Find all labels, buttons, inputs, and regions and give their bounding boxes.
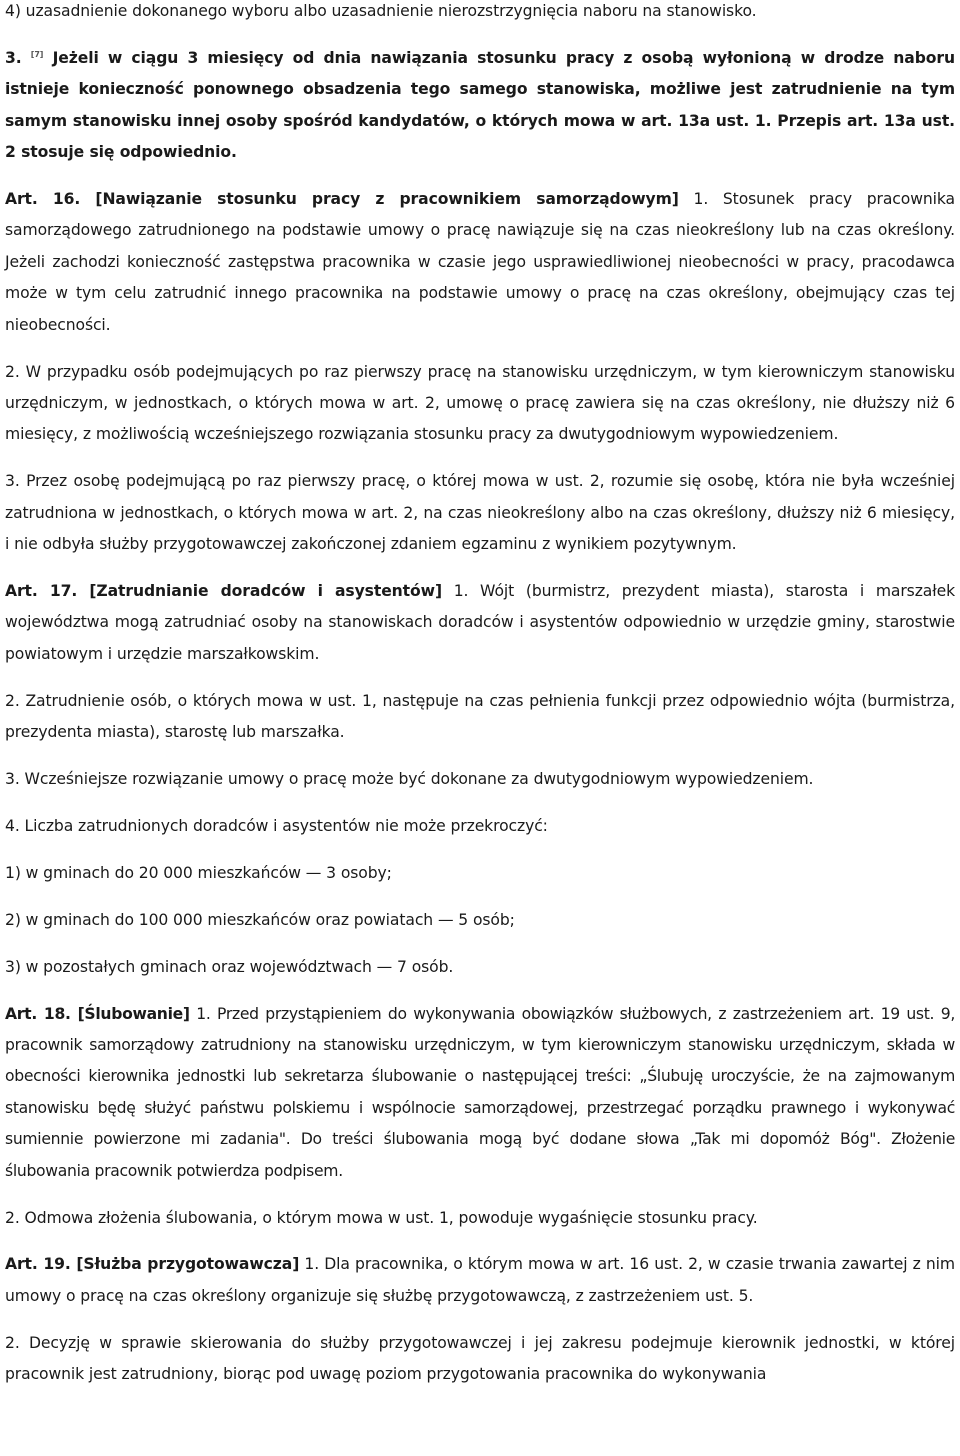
- art17-paragraph-4: 4. Liczba zatrudnionych doradców i asystentów nie może przekroczyć:: [5, 816, 548, 835]
- art19-paragraph-2: 2. Decyzję w sprawie skierowania do służby przygotowawczej i jej zakresu podejmuje kierownik jednostki, w której pracownik jest zatrudniony, biorąc pod uwagę poziom przygotowania pracownika do wykonywania: [5, 1333, 955, 1384]
- art17-text-1: 1. Wójt (burmistrz, prezydent miasta), starosta i marszałek województwa mogą zatrudniać osoby na stanowiskach doradców i asystentów odpowiednio w urzędzie gminy, starostwie powiatowym i urzędzie marszałkowskim.: [5, 582, 956, 663]
- art17-paragraph-1: [5, 576, 955, 670]
- art16-paragraph-2: 2. W przypadku osób podejmujących po raz pierwszy pracę na stanowisku urzędniczym, w tym kierowniczym stanowisku urzędniczym, w jednostkach, o których mowa w art. 2, umowę o pracę zawiera się na czas określony, nie dłuższy niż 6 miesięcy, z możliwością wcześniejszego rozwiązania stosunku pracy za dwutygodniowym wypowiedzeniem.: [5, 362, 955, 444]
- art16-paragraph-3: 3. Przez osobę podejmującą po raz pierwszy pracę, o której mowa w ust. 2, rozumie się osobę, która nie była wcześniej zatrudniona w jednostkach, o których mowa w art. 2, na czas nieokreślony albo na czas określony, dłuższy niż 6 miesięcy, i nie odbyła służby przygotowawczej zakończonej zdaniem egzaminu z wynikiem pozytywnym.: [5, 472, 955, 554]
- art16-heading: Art. 16. [Nawiązanie stosunku pracy z pracownikiem samorządowym]: [5, 190, 679, 209]
- document-page: [5, 0, 955, 1391]
- art18-heading: Art. 18. [Ślubowanie]: [5, 1004, 190, 1023]
- art18-paragraph-2: 2. Odmowa złożenia ślubowania, o którym mowa w ust. 1, powoduje wygaśnięcie stosunku pracy.: [5, 1208, 758, 1227]
- paragraph-number: 3.: [5, 48, 22, 67]
- paragraph-text: Jeżeli w ciągu 3 miesięcy od dnia nawiązania stosunku pracy z osobą wyłonioną w drodze naboru istnieje konieczność ponownego obsadzenia tego samego stanowiska, możliwe jest zatrudnienie na tym samym stanowisku innej osoby spośród kandydatów, o których mowa w art. 13a ust. 1. Przepis art. 13a ust. 2 stosuje się odpowiednio.: [5, 48, 955, 162]
- paragraph-3: [5, 43, 955, 169]
- art17-list-item-2: 2) w gminach do 100 000 mieszkańców oraz powiatach — 5 osób;: [5, 910, 515, 929]
- art17-paragraph-3: 3. Wcześniejsze rozwiązanie umowy o pracę może być dokonane za dwutygodniowym wypowiedzeniem.: [5, 770, 814, 789]
- art17-list-item-3: 3) w pozostałych gminach oraz województwach — 7 osób.: [5, 957, 454, 976]
- art19-paragraph-1: [5, 1249, 955, 1312]
- art16-text-1: 1. Stosunek pracy pracownika samorządowego zatrudnionego na podstawie umowy o pracę nawiązuje się na czas nieokreślony lub na czas określony. Jeżeli zachodzi konieczność zastępstwa pracownika w czasie jego usprawiedliwionej nieobecności w pracy, pracodawca może w tym celu zatrudnić innego pracownika na podstawie umowy o pracę na czas określony, obejmujący czas tej nieobecności.: [5, 190, 955, 334]
- art19-heading: Art. 19. [Służba przygotowawcza]: [5, 1255, 300, 1274]
- art16-paragraph-1: [5, 184, 955, 341]
- footnote-ref[interactable]: [7]: [30, 49, 44, 59]
- art17-paragraph-2: 2. Zatrudnienie osób, o których mowa w ust. 1, następuje na czas pełnienia funkcji przez odpowiednio wójta (burmistrza, prezydenta miasta), starostę lub marszałka.: [5, 691, 955, 742]
- art18-paragraph-1: [5, 999, 955, 1187]
- art19-text-1: 1. Dla pracownika, o którym mowa w art. 16 ust. 2, w czasie trwania zawartej z nim umowy o pracę na czas określony organizuje się służbę przygotowawczą, z zastrzeżeniem ust. 5.: [5, 1255, 955, 1305]
- art18-text-1: 1. Przed przystąpieniem do wykonywania obowiązków służbowych, z zastrzeżeniem art. 19 ust. 9, pracownik samorządowy zatrudniony na stanowisku urzędniczym, w tym kierowniczym stanowisku urzędniczym, składa w obecności kierownika jednostki lub sekretarza ślubowanie o następującej treści: „Ślubuję uroczyście, że na zajmowanym stanowisku będę służyć państwu polskiemu i wspólnocie samorządowej, przestrzegać porządku prawnego i wykonywać sumiennie powierzone mi zadania". Do treści ślubowania mogą być dodane słowa „Tak mi dopomóż Bóg". Złożenie ślubowania pracownik potwierdza podpisem.: [5, 1004, 955, 1180]
- art17-heading: Art. 17. [Zatrudnianie doradców i asystentów]: [5, 582, 442, 600]
- art17-list-item-1: 1) w gminach do 20 000 mieszkańców — 3 osoby;: [5, 863, 392, 882]
- paragraph-4: 4) uzasadnienie dokonanego wyboru albo uzasadnienie nierozstrzygnięcia naboru na stanowisko.: [5, 2, 757, 20]
